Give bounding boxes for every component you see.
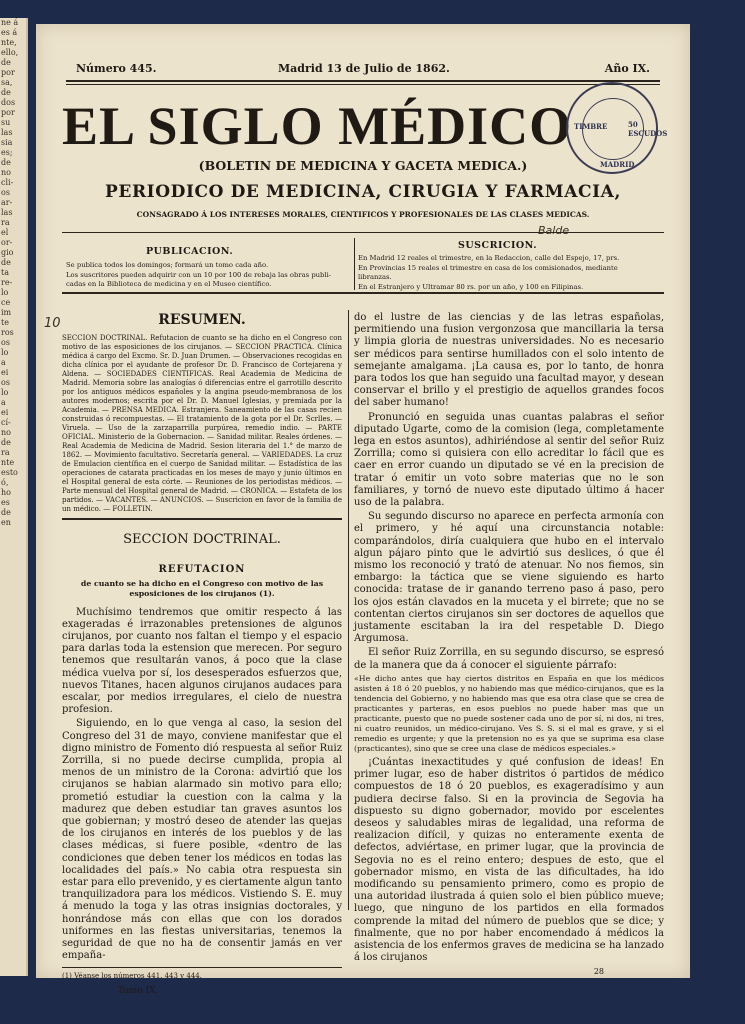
left-page-line: ra xyxy=(1,448,10,457)
publicacion-heading: PUBLICACION. xyxy=(146,246,234,257)
left-page-line: en xyxy=(1,518,11,527)
left-page-line: ó, xyxy=(1,478,9,487)
masthead-rule xyxy=(62,232,664,233)
article-paragraph: Pronunció en seguida unas cuantas palabras el señor diputado Ugarte, como de la comision (lega, completamente lega en estos asuntos), adhiriéndose al sentir del señor Ruiz Zorrilla; como si quisiera con ello acreditar lo fácil que es caer en error cuando un diputado se vé en la precision de tratar ó emitir un voto sobre materias que no le son familiares, y tornó de nuevo este diputado último á hacer uso de la palabra. xyxy=(354,411,664,509)
resumen-text: SECCION DOCTRINAL. Refutacion de cuanto se ha dicho en el Congreso con motivo de las esposiciones de los cirujanos. — SECCION PRACTICA. Clínica médica á cargo del Excmo. Sr. D. Juan Drumen. — Observaciones recogidas en dicha clínica por el ayudante de profesor Dr. D. Francisco de Cortejarena y Aldena. — SOCIEDADES CIENTIFICAS. Real Academia de Medicina de Madrid. Memoria sobre las analogías ó diferencias entre el garrotillo descrito por los antiguos médicos españoles y la angina pseudo-membranosa de los autores modernos; escrita por el Dr. D. Manuel Iglesias, y premiada por la Academia. — PRENSA MEDICA. Estranjera. Saneamiento de las casas recien construidas ó recompuestas. — El tratamiento de la gota por el Dr. Scrlles. — Viruela. — Uso de la zarzaparrilla purpúrea, remedio indio. — PARTE OFICIAL. Ministerio de la Gobernacion. — Sanidad militar. Reales órdenes. — Real Academia de Medicina de Madrid. Sesion literaria del 1.° de marzo de 1862. — Movimiento facultativo. Secretaría general. — VARIEDADES. La cruz de Emulacion científica en el cuerpo de Sanidad militar. — Estadística de las operaciones de catarata practicadas en los meses de mayo y junio últimos en el Hospital general de esta córte. — Reuniones de los periodistas médicos. — Parte mensual del Hospital general de Madrid. — CRONICA. — Estafeta de los partidos. — VACANTES. — ANUNCIOS. — Suscricion en favor de la familia de un médico. — FOLLETIN. xyxy=(62,334,342,514)
left-page-line: ra xyxy=(1,218,10,227)
left-page-line: de xyxy=(1,88,11,97)
volume-year: Año IX. xyxy=(604,62,650,75)
resumen-heading: RESUMEN. xyxy=(158,312,246,328)
header-rule-thin xyxy=(66,84,660,85)
left-page-line: ar- xyxy=(1,198,13,207)
left-column xyxy=(62,314,342,997)
quoted-speech: «He dicho antes que hay ciertos distritos en España en que los médicos asisten á 18 ó 20 pueblos, y no habiendo mas que médico-cirujanos, que es la tendencia del Gobierno, y no habiendo mas que esa otra clase que se crea de practicantes y parteras, en esos pueblos no puede haber mas que un practicante, puesto que no puede sostener cada uno de por sí, ni dos, ni tres, ni cuatro reunidos, un médico-cirujano. Ves S. S. si el mal es grave, y si el remedio es urgente; y que la pretension no es ya que se suprima esa clase (practicantes), sino que se cree una clase de médicos especiales.» xyxy=(354,673,664,753)
masthead-tagline: PERIODICO DE MEDICINA, CIRUGIA Y FARMACIA, xyxy=(105,182,621,202)
stamp-text-bottom: MADRID xyxy=(600,160,635,169)
left-page-line: nte xyxy=(1,458,15,467)
left-page-line: ei xyxy=(1,408,9,417)
left-page-line: os xyxy=(1,188,10,197)
left-page-line: el xyxy=(1,228,9,237)
left-page-line: im xyxy=(1,308,12,317)
left-page-line: de xyxy=(1,258,11,267)
stamp-text-right: 50 ESCUDOS xyxy=(628,120,668,138)
left-page-line: es á xyxy=(1,28,18,37)
header-rule xyxy=(66,80,660,82)
article-paragraph: do el lustre de las ciencias y de las letras españolas, permitiendo una fusion vergonzosa que mancillaria la tersa y limpia gloria de nuestras universidades. No es necesario ser médicos para sentirse humillados con el solo intento de semejante amalgama. ¡La causa es, por lo tanto, de honra para todos los que han seguido una facultad mayor, y desean conservar el brillo y el prestigio de aquellos grandes focos del saber humano! xyxy=(354,312,664,409)
left-page-line: re- xyxy=(1,278,13,287)
left-page-line: las xyxy=(1,208,13,217)
handwritten-note-right: Balde xyxy=(538,224,570,237)
doctrinal-paragraph: Muchísimo tendremos que omitir respecto á las exageradas é irrazonables pretensiones de algunos cirujanos, por cuanto nos faltan el tiempo y el espacio para darlas toda la estension que merecen. Por seguro tenemos que resultarán vanos, á poco que la clase médica vuelva por sí, los desesperados esfuerzos que, nuevos Titanes, hacen algunos cirujanos audaces para escalar, por medios irregulares, el cielo de nuestra profesion. xyxy=(62,606,342,716)
left-page-line: sia xyxy=(1,138,13,147)
left-page-line: cí- xyxy=(1,418,11,427)
info-divider xyxy=(354,238,355,290)
article-paragraph: Su segundo discurso no aparece en perfecta armonía con el primero, y hé aquí una circunstancia notable: comparándolos, diría cualquiera que hubo en el intervalo algun pájaro pinto que le advirtió sus deslices, ó que él mismo los reconoció y trató de atenuar. No nos fiemos, sin embargo: la táctica que se viene siguiendo es harto conocida: tratase de ir ganando terreno paso á paso, pero los ojos están clavados en la muceta y el birrete; que no se contentan ciertos cirujanos sin ser doctores de aquellos que justamente escitaban la ira del respetable D. Diego Argumosa. xyxy=(354,511,664,645)
left-page-line: cli- xyxy=(1,178,14,187)
masthead-subtitle: (BOLETIN DE MEDICINA Y GACETA MEDICA.) xyxy=(198,158,528,173)
left-page-line: os xyxy=(1,338,10,347)
left-page-line: ta xyxy=(1,268,9,277)
left-page-line: nte, xyxy=(1,38,17,47)
tax-stamp xyxy=(566,82,668,174)
left-page-line: ello, xyxy=(1,48,19,57)
right-column xyxy=(354,312,664,979)
article-paragraph: El señor Ruiz Zorrilla, en su segundo discurso, se espresó de la manera que da á conocer el siguiente párrafo: xyxy=(354,647,664,671)
left-page-line: ei xyxy=(1,368,9,377)
doctrinal-paragraph: Siguiendo, en lo que venga al caso, la sesion del Congreso del 31 de mayo, conviene manifestar que el digno ministro de Fomento dió respuesta al señor Ruiz Zorrilla, si no puede decirse cumplida, propia al menos de un ministro de la Corona: advirtió que los cirujanos se habian alarmado sin motivo para ello; prometió estudiar la cuestion con la calma y la madurez que deben estudiar tan graves asuntos los que gobiernan; y mostró deseo de atender las quejas de los cirujanos en interés de los pueblos y de las clases médicas, si fuere posible, «dentro de las condiciones que deben tener los médicos en todas las localidades del país.» No cabia otra respuesta sin estar para ello prevenido, y es ciertamente algun tanto tranquilizadora para los médicos. Vistiendo S. E. muy á menudo la toga y las otras insignias doctorales, y honrándose más con ellas que con los dorados uniformes en las fiestas universitarias, tenemos la seguridad de que no ha de consentir jamás en ver empaña- xyxy=(62,718,342,962)
left-page-line: por xyxy=(1,68,15,77)
info-rule xyxy=(62,292,664,294)
left-page-line: os xyxy=(1,378,10,387)
handwritten-note-left: 10 xyxy=(44,316,61,331)
left-page-line: gio xyxy=(1,248,14,257)
doctrinal-heading: SECCION DOCTRINAL. xyxy=(123,532,281,548)
left-page-line: a xyxy=(1,398,6,407)
left-page-line: es xyxy=(1,498,10,507)
left-page-line: ne á xyxy=(1,18,19,27)
left-page-line: ros xyxy=(1,328,14,337)
left-page-line: te xyxy=(1,318,9,327)
refutacion-subtitle: de cuanto se ha dicho en el Congreso con motivo de las esposiciones de los cirujanos (1). xyxy=(80,578,324,598)
article-paragraph: ¡Cuántas inexactitudes y qué confusion de ideas! En primer lugar, eso de haber distritos ó partidos de médico compuestos de 18 ó 20 pueblos, es exageradísimo y aun pudiera decirse falso. Si en la provincia de Segovia ha dispuesto su digno gobernador, movido por escelentes deseos y saludables miras de legalidad, una reforma de realizacion difícil, y quizas no enteramente exenta de defectos, adviértase, en primer lugar, que la provincia de Segovia no es el reino entero; despues de esto, que el gobernador mismo, en vista de las dificultades, ha ido modificando su pensamiento primero, como es propio de una autoridad ilustrada á quien solo el bien público mueve; luego, que ninguno de los partidos en ella formados comprende la mitad del número de pueblos que se dice; y finalmente, que no por haber encomendado á médicos la asistencia de los enfermos graves de medicina se ha lanzado á los cirujanos xyxy=(354,756,664,964)
footnote: (1) Véanse los números 441, 443 y 444. xyxy=(62,971,202,980)
left-page-line: lo xyxy=(1,388,9,397)
left-page-line: de xyxy=(1,508,11,517)
left-page-line: de xyxy=(1,438,11,447)
page-number: 28 xyxy=(593,967,604,977)
left-page-line: ho xyxy=(1,488,11,497)
masthead-title: EL SIGLO MÉDICO xyxy=(62,96,573,156)
newspaper-page xyxy=(36,24,690,996)
left-page-line: or- xyxy=(1,238,13,247)
left-page-line: es; xyxy=(1,148,13,157)
left-page-line: lo xyxy=(1,288,9,297)
resumen-rule xyxy=(62,518,342,520)
left-page-line: de xyxy=(1,58,11,67)
left-page-line: su xyxy=(1,118,11,127)
tomo-label: Tomo IX. xyxy=(118,985,159,996)
stamp-text-left: TIMBRE xyxy=(574,122,608,131)
left-page-line: por xyxy=(1,108,15,117)
left-page-line: de xyxy=(1,158,11,167)
left-page-line: sa, xyxy=(1,78,13,87)
suscricion-heading: SUSCRICION. xyxy=(458,240,538,251)
footnote-rule xyxy=(62,967,342,968)
masthead-dedication: CONSAGRADO Á LOS INTERESES MORALES, CIENTIFICOS Y PROFESIONALES DE LAS CLASES MEDICAS. xyxy=(136,210,590,219)
refutacion-heading: REFUTACION xyxy=(158,564,246,576)
header-line xyxy=(76,62,650,78)
left-page-line: no xyxy=(1,168,11,177)
publicacion-text: Se publica todos los domingos; formará un tomo cada año. Los suscritores pueden adquirir con un 10 por 100 de rebaja las obras publi- cadas en la Biblioteca de medicina y en el Museo científico. xyxy=(66,261,332,288)
left-page-line: lo xyxy=(1,348,9,357)
left-page-line: no xyxy=(1,428,11,437)
left-page-fragment xyxy=(0,18,28,976)
left-page-line: esto xyxy=(1,468,18,477)
issue-number: Número 445. xyxy=(76,62,157,75)
left-page-line: ce xyxy=(1,298,11,307)
suscricion-text: En Madrid 12 reales el trimestre, en la Redaccion, calle del Espejo, 17, prs. En Provincias 15 reales el trimestre en casa de los comisionados, mediante libranzas. En el Estranjero y Ultramar 80 rs. por un año, y 100 en Filipinas. xyxy=(358,254,620,291)
left-page-line: las xyxy=(1,128,13,137)
left-page-line: dos xyxy=(1,98,16,107)
column-divider xyxy=(348,310,349,910)
issue-date: Madrid 13 de Julio de 1862. xyxy=(278,62,450,75)
left-page-line: a xyxy=(1,358,6,367)
